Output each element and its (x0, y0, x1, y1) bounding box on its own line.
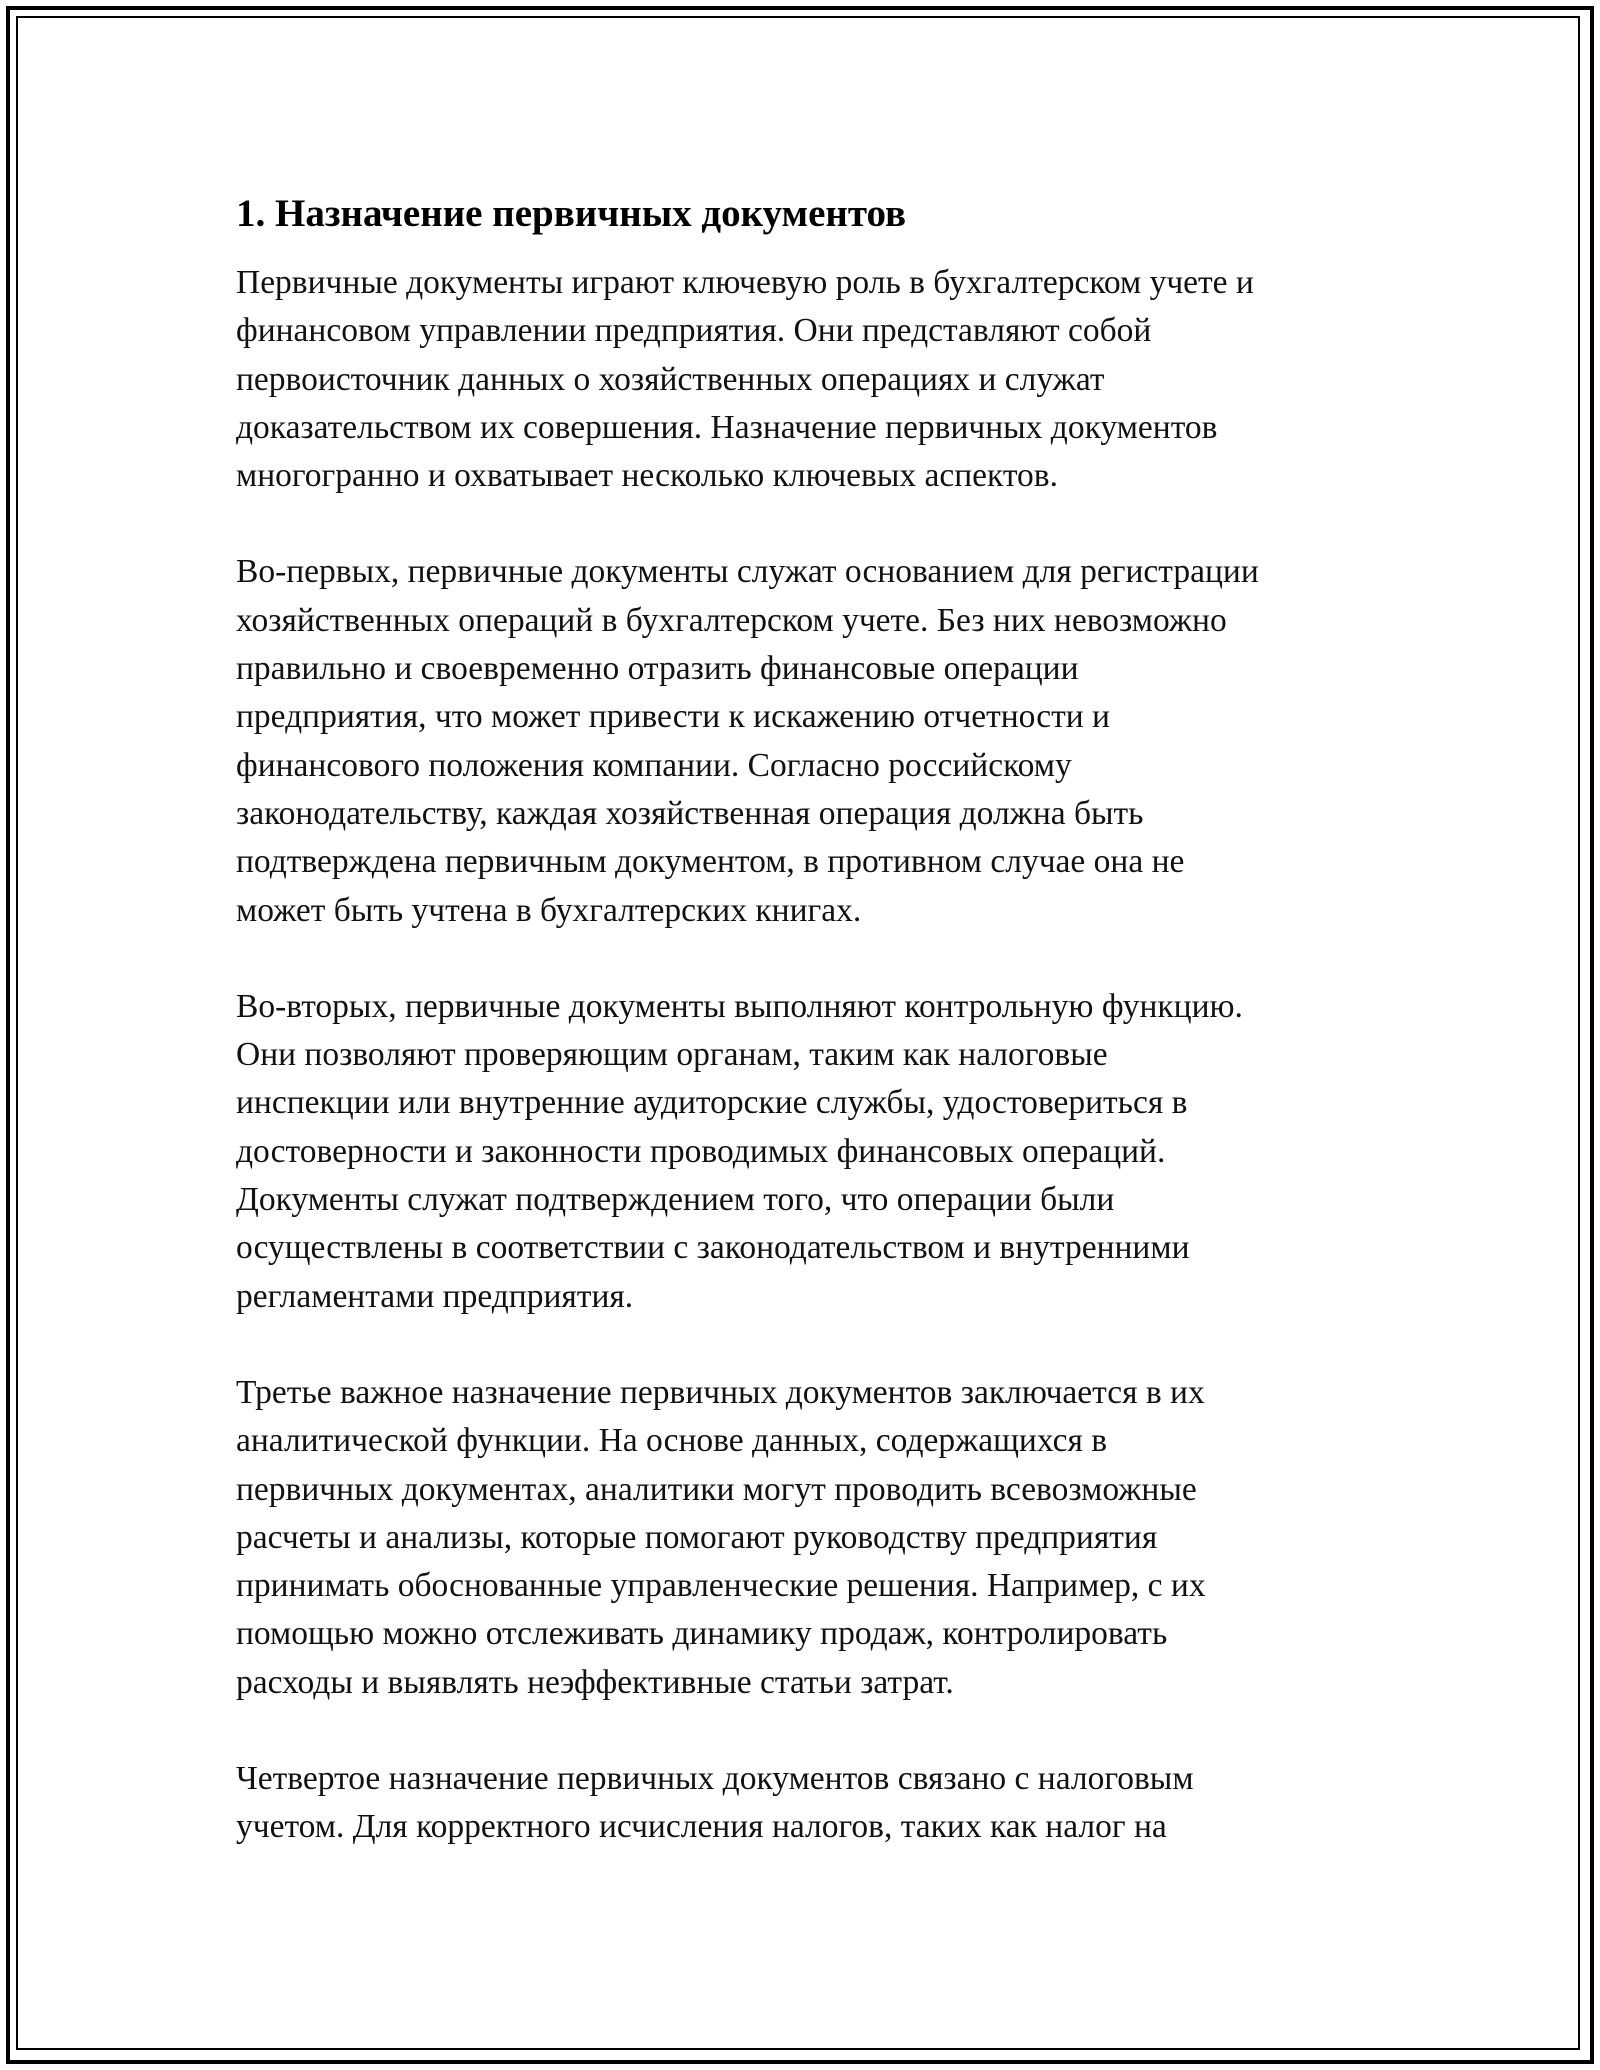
document-body (236, 190, 1386, 1852)
paragraph-line: финансовом управлении предприятия. Они представляют собой (236, 312, 1152, 350)
paragraph-line: регламентами предприятия. (236, 1277, 634, 1315)
section-heading: 1. Назначение первичных документов (236, 192, 907, 235)
paragraph-line: может быть учтена в бухгалтерских книгах. (236, 891, 862, 929)
paragraph-line: расчеты и анализы, которые помогают руководству предприятия (236, 1518, 1158, 1556)
paragraph-line: Третье важное назначение первичных документов заключается в их (236, 1373, 1205, 1411)
paragraph-first (236, 548, 1386, 934)
paragraph-line: первичных документах, аналитики могут проводить всевозможные (236, 1470, 1197, 1508)
paragraph-line: многогранно и охватывает несколько ключевых аспектов. (236, 457, 1058, 495)
paragraph-line: Четвертое назначение первичных документов связано с налоговым (236, 1760, 1194, 1798)
paragraph-intro (236, 259, 1386, 500)
paragraph-line: законодательству, каждая хозяйственная операция должна быть (236, 794, 1144, 832)
paragraph-line: Они позволяют проверяющим органам, таким как налоговые (236, 1036, 1108, 1074)
paragraph-line: аналитической функции. На основе данных, содержащихся в (236, 1422, 1108, 1460)
paragraph-line: доказательством их совершения. Назначение первичных документов (236, 408, 1218, 446)
paragraph-line: Во-первых, первичные документы служат основанием для регистрации (236, 553, 1259, 591)
paragraph-fourth (236, 1755, 1386, 1852)
paragraph-line: первоисточник данных о хозяйственных операциях и служат (236, 360, 1105, 398)
paragraph-line: Первичные документы играют ключевую роль в бухгалтерском учете и (236, 264, 1254, 301)
paragraph-line: предприятия, что может привести к искажению отчетности и (236, 698, 1110, 736)
paragraph-line: финансового положения компании. Согласно российскому (236, 746, 1072, 784)
paragraph-line: помощью можно отслеживать динамику продаж, контролировать (236, 1615, 1168, 1653)
paragraph-line: правильно и своевременно отразить финансовые операции (236, 650, 1079, 688)
paragraph-line: расходы и выявлять неэффективные статьи затрат. (236, 1663, 954, 1701)
paragraph-second (236, 983, 1386, 1321)
paragraph-line: Во-вторых, первичные документы выполняют контрольную функцию. (236, 987, 1243, 1025)
paragraph-line: достоверности и законности проводимых финансовых операций. (236, 1132, 1166, 1170)
paragraph-line: подтверждена первичным документом, в противном случае она не (236, 843, 1185, 881)
paragraph-line: учетом. Для корректного исчисления налогов, таких как налог на (236, 1808, 1167, 1846)
paragraph-third (236, 1369, 1386, 1707)
paragraph-line: хозяйственных операций в бухгалтерском учете. Без них невозможно (236, 601, 1227, 639)
paragraph-line: Документы служат подтверждением того, что операции были (236, 1181, 1115, 1219)
paragraph-line: осуществлены в соответствии с законодательством и внутренними (236, 1229, 1190, 1267)
paragraph-line: принимать обоснованные управленческие решения. Например, с их (236, 1567, 1206, 1605)
paragraph-line: инспекции или внутренние аудиторские службы, удостовериться в (236, 1084, 1188, 1122)
